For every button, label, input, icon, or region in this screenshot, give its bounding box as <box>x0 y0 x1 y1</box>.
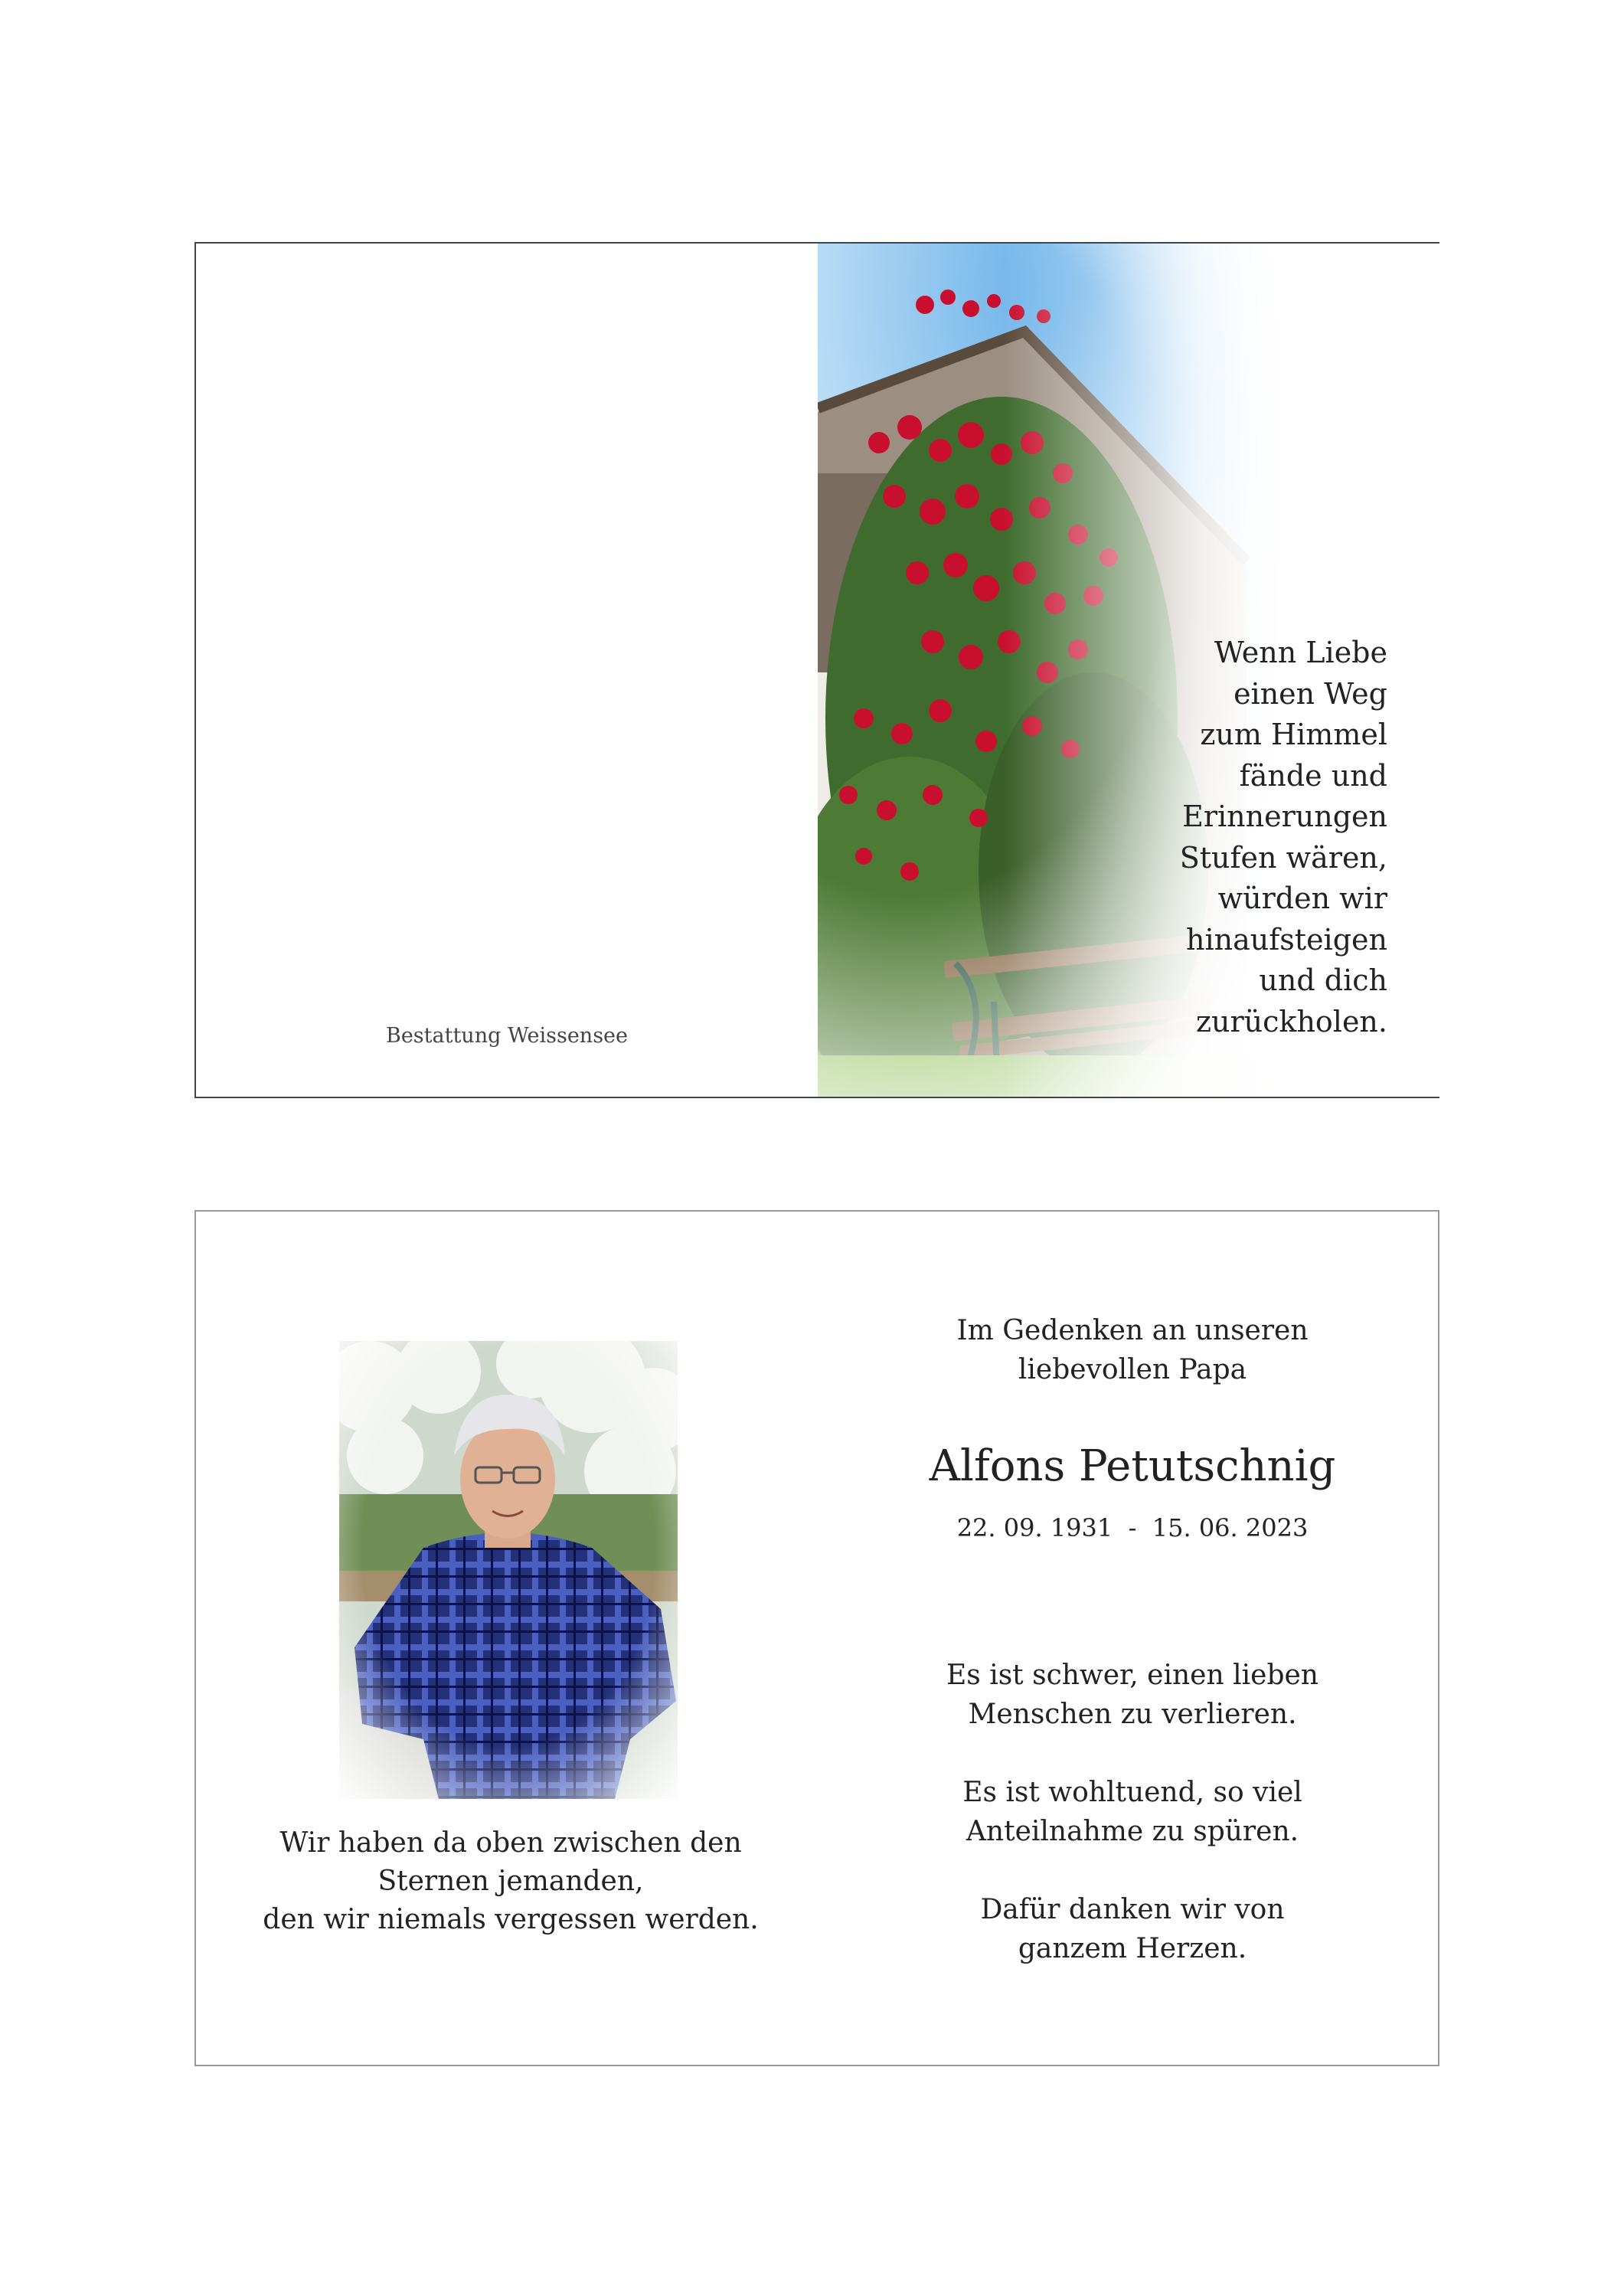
card-inside <box>194 1210 1439 2066</box>
cover-poem <box>1180 633 1387 1042</box>
poem-line: einen Weg <box>1234 676 1387 711</box>
deceased-name: Alfons Petutschnig <box>929 1441 1336 1491</box>
thanks-paragraph <box>868 1890 1397 1968</box>
caption-line: Wir haben da oben zwischen den <box>279 1827 742 1859</box>
thanks-paragraph <box>868 1656 1397 1734</box>
funeral-home-name: Bestattung Weissensee <box>385 1024 629 1048</box>
thanks-line: Menschen zu verlieren. <box>968 1699 1297 1730</box>
front-back-page <box>196 244 818 1097</box>
poem-line: und dich <box>1259 963 1387 997</box>
life-dates: 22. 09. 1931 - 15. 06. 2023 <box>956 1513 1309 1542</box>
thanks-paragraph <box>868 1773 1397 1851</box>
caption-line: den wir niemals vergessen werden. <box>263 1904 759 1935</box>
photo-caption <box>247 1824 775 1939</box>
thanks-line: Es ist schwer, einen lieben <box>946 1660 1318 1691</box>
front-cover <box>818 244 1439 1097</box>
intro-line: liebevollen Papa <box>1018 1354 1247 1385</box>
thanks-line: Es ist wohltuend, so viel <box>962 1777 1302 1808</box>
caption-line: Sternen jemanden, <box>377 1866 644 1897</box>
poem-line: fände und <box>1239 758 1387 793</box>
portrait-photo <box>339 1341 678 1799</box>
intro-line: Im Gedenken an unseren <box>956 1315 1309 1346</box>
thanks-line: Anteilnahme zu spüren. <box>966 1816 1299 1847</box>
thanks-line: ganzem Herzen. <box>1018 1933 1247 1964</box>
thanks-line: Dafür danken wir von <box>980 1894 1285 1925</box>
poem-line: Erinnerungen <box>1182 800 1387 833</box>
memory-intro <box>868 1311 1397 1389</box>
poem-line: Stufen wären, <box>1179 840 1387 875</box>
thanks-text <box>868 1656 1397 2007</box>
poem-line: zurückholen. <box>1196 1004 1387 1038</box>
poem-line: hinaufsteigen <box>1186 922 1387 957</box>
poem-line: zum Himmel <box>1200 718 1387 751</box>
portrait-image <box>339 1341 678 1799</box>
poem-line: würden wir <box>1217 881 1387 915</box>
card-front <box>194 242 1439 1098</box>
poem-line: Wenn Liebe <box>1214 636 1387 669</box>
